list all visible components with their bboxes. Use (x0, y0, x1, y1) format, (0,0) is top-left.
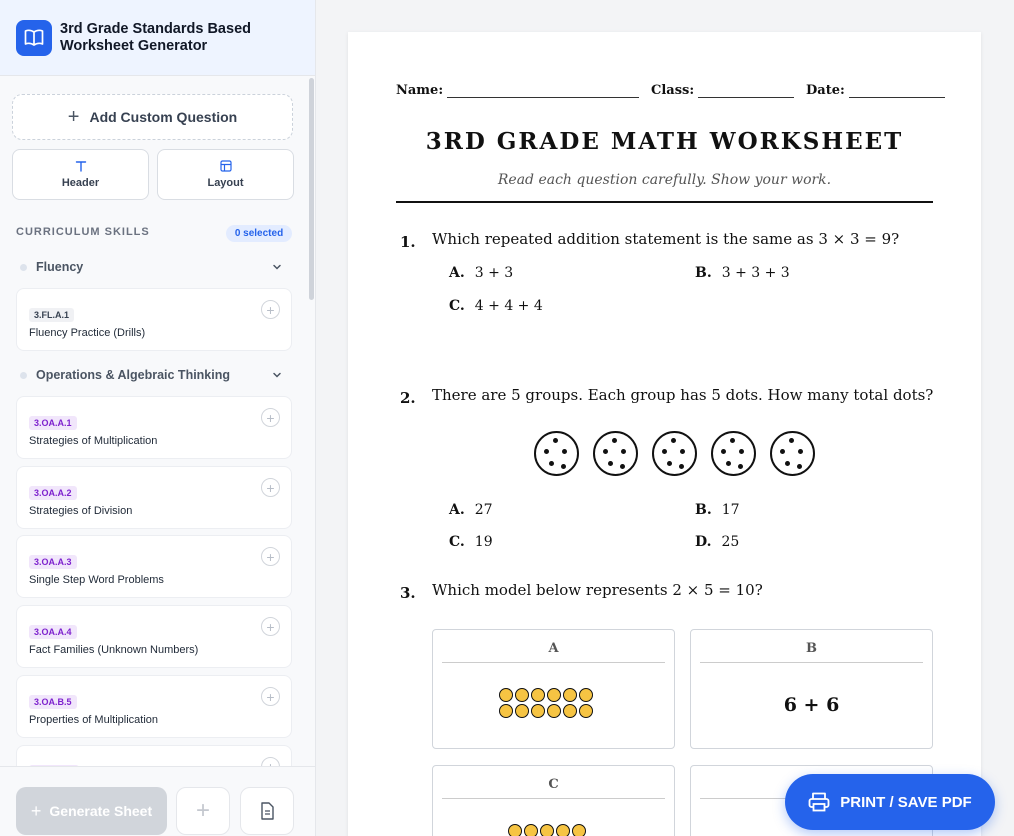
question-number: 3. (400, 584, 416, 602)
class-label: Class: (651, 83, 695, 98)
curriculum-skills-heading: CURRICULUM SKILLS (16, 226, 150, 238)
add-skill-icon[interactable]: + (261, 547, 280, 566)
add-button[interactable] (176, 787, 230, 835)
name-field (396, 83, 639, 98)
dot (789, 438, 794, 443)
add-skill-icon[interactable]: + (261, 617, 280, 636)
dot (612, 438, 617, 443)
dot (739, 449, 744, 454)
dot-group (534, 431, 579, 476)
add-skill-icon[interactable]: + (261, 300, 280, 319)
category-dot (20, 372, 27, 379)
counter-dot (540, 824, 554, 836)
add-skill-icon[interactable]: + (261, 408, 280, 427)
worksheet-subtitle: Read each question carefully. Show your work. (497, 172, 832, 188)
counter-dot (499, 704, 513, 718)
selected-count-badge: 0 selected (226, 225, 292, 242)
skill-code: 3.OA.A.4 (29, 625, 77, 639)
name-line (447, 86, 639, 98)
skill-card[interactable] (16, 288, 292, 351)
dot (721, 449, 726, 454)
dot-group (770, 431, 815, 476)
sidebar-footer (0, 766, 316, 836)
answer-option: C. 19 (449, 534, 493, 550)
skill-code: 3.OA.A.1 (29, 416, 77, 430)
category-dot (20, 264, 27, 271)
add-skill-icon[interactable]: + (261, 687, 280, 706)
question-text: There are 5 groups. Each group has 5 dots. How many total dots? (432, 386, 934, 404)
skill-card[interactable] (16, 535, 292, 598)
counter-dot (556, 824, 570, 836)
dot (608, 461, 613, 466)
counter-dot (579, 688, 593, 702)
dot (785, 461, 790, 466)
dot (780, 449, 785, 454)
answer-option: A. 3 + 3 (449, 265, 514, 281)
counter-dot (547, 704, 561, 718)
dot (738, 464, 743, 469)
dot (621, 449, 626, 454)
skill-card[interactable] (16, 675, 292, 738)
counter-dot (531, 704, 545, 718)
sidebar-header (0, 0, 316, 76)
generate-sheet-button[interactable] (16, 787, 167, 835)
name-label: Name: (396, 83, 444, 98)
app-logo (16, 20, 52, 56)
dot (603, 449, 608, 454)
question-text: Which model below represents 2 × 5 = 10? (432, 581, 763, 599)
document-button[interactable] (240, 787, 294, 835)
chevron-down-icon (272, 370, 282, 380)
answer-option: D. 25 (695, 534, 740, 550)
dot (620, 464, 625, 469)
class-field (651, 83, 794, 98)
layout-icon (220, 160, 232, 172)
dot (679, 464, 684, 469)
skill-card[interactable] (16, 466, 292, 529)
counter-dot (579, 704, 593, 718)
counter-dot (572, 824, 586, 836)
dot-group (652, 431, 697, 476)
chevron-down-icon (272, 262, 282, 272)
skill-card[interactable] (16, 396, 292, 459)
date-label: Date: (806, 83, 845, 98)
answer-option: C. 4 + 4 + 4 (449, 298, 543, 314)
dot-array (499, 688, 593, 718)
answer-option: B. 3 + 3 + 3 (695, 265, 790, 281)
dot (797, 464, 802, 469)
counter-dot (508, 824, 522, 836)
dot (680, 449, 685, 454)
skill-name: Fact Families (Unknown Numbers) (29, 644, 199, 656)
skill-name: Strategies of Division (29, 505, 133, 517)
dot (730, 438, 735, 443)
class-line (698, 86, 794, 98)
model-divider (700, 662, 923, 663)
generate-sheet-label: Generate Sheet (49, 803, 153, 819)
text-icon (75, 160, 87, 172)
dot (798, 449, 803, 454)
counter-dot (563, 704, 577, 718)
skill-code: 3.FL.A.1 (29, 308, 74, 322)
dot-group (593, 431, 638, 476)
layout-tool-button[interactable] (157, 149, 294, 200)
category-label: Fluency (36, 260, 84, 274)
skill-card[interactable] (16, 605, 292, 668)
skill-name: Strategies of Multiplication (29, 435, 158, 447)
document-icon (259, 802, 275, 820)
question-number: 2. (400, 389, 416, 407)
plus-icon: + (195, 797, 210, 824)
worksheet-title: 3RD GRADE MATH WORKSHEET (425, 128, 904, 155)
skill-code: 3.OA.A.3 (29, 555, 77, 569)
print-save-pdf-button[interactable] (785, 774, 995, 830)
category-operations-algebraic-thinking[interactable] (16, 365, 292, 385)
model-divider (442, 662, 665, 663)
layout-tool-label: Layout (207, 177, 244, 189)
app-title: 3rd Grade Standards Based Worksheet Generator (60, 21, 251, 54)
dot-group (711, 431, 756, 476)
open-book-icon (24, 29, 44, 47)
worksheet-paper (348, 32, 981, 836)
category-label: Operations & Algebraic Thinking (36, 368, 231, 382)
counter-dot (499, 688, 513, 702)
plus-icon: + (30, 800, 42, 821)
dot (561, 464, 566, 469)
model-option-b (690, 629, 933, 749)
sidebar-scrollbar[interactable] (309, 78, 314, 300)
dot (562, 449, 567, 454)
question-text: Which repeated addition statement is the same as 3 × 3 = 9? (432, 230, 900, 248)
answer-option: A. 27 (449, 502, 493, 518)
add-custom-question-label: Add Custom Question (89, 109, 238, 125)
dot (662, 449, 667, 454)
skill-code: 3.OA.B.5 (29, 695, 77, 709)
counter-dot (524, 824, 538, 836)
model-option-a (432, 629, 675, 749)
plus-icon: + (67, 106, 80, 128)
counter-dot (547, 688, 561, 702)
model-divider (442, 798, 665, 799)
counter-dot (563, 688, 577, 702)
sidebar (0, 0, 316, 836)
skill-name: Properties of Multiplication (29, 714, 159, 726)
answer-option: B. 17 (695, 502, 740, 518)
model-label: B (806, 641, 817, 656)
dot (549, 461, 554, 466)
dot (726, 461, 731, 466)
printer-icon (808, 792, 830, 812)
category-fluency[interactable] (16, 257, 292, 277)
model-option-c (432, 765, 675, 836)
dot (553, 438, 558, 443)
model-label: A (548, 641, 559, 656)
dot-array (508, 824, 586, 836)
add-skill-icon[interactable]: + (261, 478, 280, 497)
date-field (806, 83, 945, 98)
counter-dot (531, 688, 545, 702)
title-divider (396, 201, 933, 203)
date-line (849, 86, 945, 98)
print-save-pdf-label: PRINT / SAVE PDF (840, 793, 972, 811)
counter-dot (515, 688, 529, 702)
question-number: 1. (400, 233, 416, 251)
dot (671, 438, 676, 443)
dot (667, 461, 672, 466)
model-expression: 6 + 6 (783, 694, 840, 716)
skill-code: 3.OA.A.2 (29, 486, 77, 500)
add-custom-question-button[interactable] (12, 94, 293, 140)
model-label: C (548, 777, 559, 792)
counter-dot (515, 704, 529, 718)
skill-name: Fluency Practice (Drills) (29, 327, 146, 339)
header-tool-button[interactable] (12, 149, 149, 200)
dot (544, 449, 549, 454)
skill-name: Single Step Word Problems (29, 574, 164, 586)
header-tool-label: Header (61, 177, 100, 189)
